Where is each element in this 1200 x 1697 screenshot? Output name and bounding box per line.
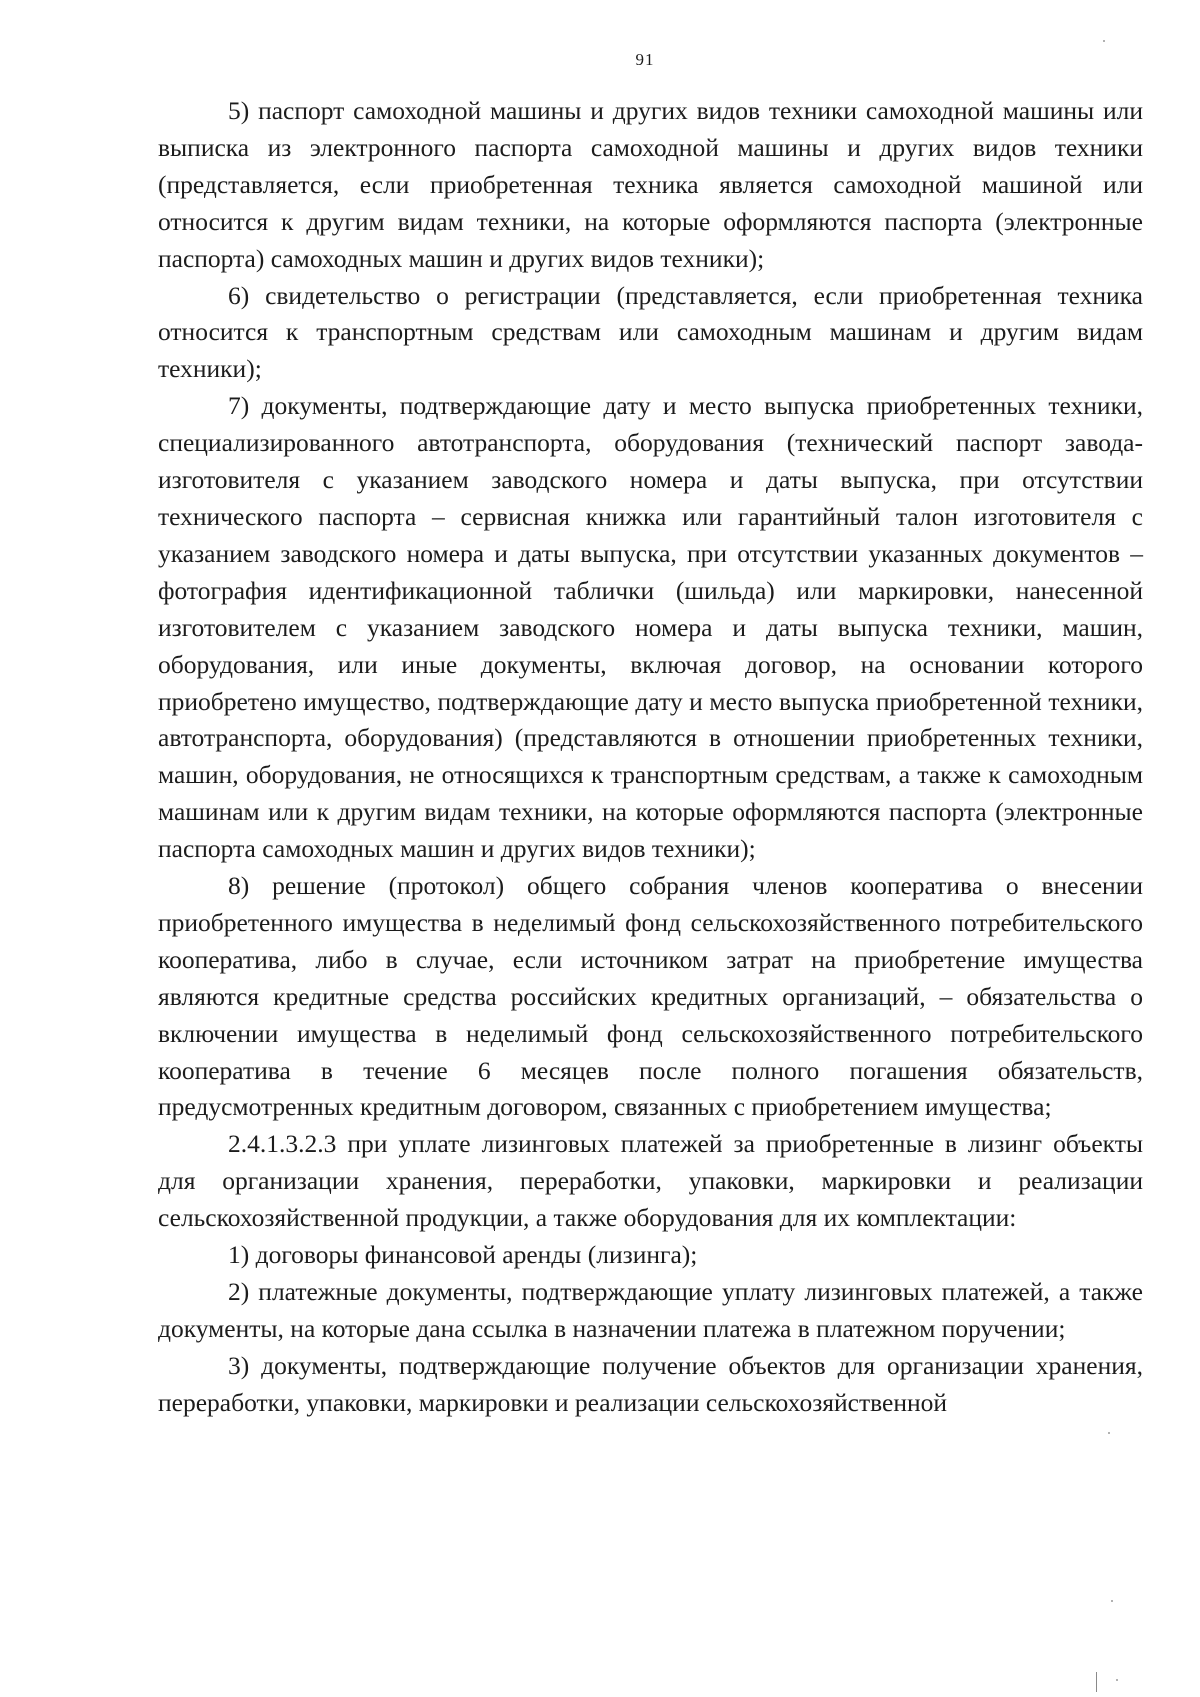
page-number: 91 (635, 50, 655, 69)
list-item-6-registration-certificate: 6) свидетельство о регистрации (представляется, если приобретенная техника относится к транспортным средствам или самоходным машинам и другим видам техники); (158, 280, 1143, 384)
scan-edge-mark (1096, 1672, 1097, 1692)
list-item-3-receipt-documents: 3) документы, подтверждающие получение объектов для организации хранения, переработки, упаковки, маркировки и реализации сельскохозяйственной (158, 1350, 1143, 1417)
document-body (158, 93, 1143, 1422)
scan-speck (1116, 1679, 1118, 1681)
section-2-4-1-3-2-3-leasing-payments: 2.4.1.3.2.3 при уплате лизинговых платежей за приобретенные в лизинг объекты для организации хранения, переработки, упаковки, маркировки и реализации сельскохозяйственной продукции, а также оборудования для их комплектации: (158, 1129, 1143, 1233)
list-item-2-payment-documents: 2) платежные документы, подтверждающие уплату лизинговых платежей, а также документы, на которые дана ссылка в назначении платежа в платежном поручении; (158, 1277, 1143, 1343)
list-item-7-manufacture-date-documents: 7) документы, подтверждающие дату и место выпуска приобретенных техники, специализированного автотранспорта, оборудования (технический паспорт завода-изготовителя с указанием заводского номера и даты выпуска, при отсутствии технического паспорта – сервисная книжка или гарантийный талон изготовителя с указанием заводского номера и даты выпуска, при отсутствии указанных документов – фотография идентификационной таблички (шильда) или маркировки, нанесенной изготовителем с указанием заводского номера и даты выпуска техники, машин, оборудования, или иные документы, включая договор, на основании которого приобретено имущество, подтверждающие дату и место выпуска приобретенной техники, автотранспорта, оборудования) (представляются в отношении приобретенных техники, машин, оборудования, не относящихся к транспортным средствам, а также к самоходным машинам или к другим видам техники, на которые оформляются паспорта (электронные паспорта самоходных машин и других видов техники); (158, 391, 1143, 864)
scan-speck (1108, 1432, 1110, 1434)
list-item-8-cooperative-decision: 8) решение (протокол) общего собрания членов кооператива о внесении приобретенного имущества в неделимый фонд сельскохозяйственного потребительского кооператива, либо в случае, если источником затрат на приобретение имущества являются кредитные средства российских кредитных организаций, – обязательства о включении имущества в неделимый фонд сельскохозяйственного потребительского кооператива в течение 6 месяцев после полного погашения обязательств, предусмотренных кредитным договором, связанных с приобретением имущества; (158, 871, 1143, 1122)
list-item-1-leasing-contracts: 1) договоры финансовой аренды (лизинга); (228, 1240, 698, 1270)
scan-speck (1103, 40, 1105, 42)
list-item-5-vehicle-passport: 5) паспорт самоходной машины и других видов техники самоходной машины или выписка из электронного паспорта самоходной машины и других видов техники (представляется, если приобретенная техника является самоходной машиной или относится к другим видам техники, на которые оформляются паспорта (электронные паспорта) самоходных машин и других видов техники); (158, 96, 1143, 273)
scan-speck (1111, 1600, 1113, 1602)
